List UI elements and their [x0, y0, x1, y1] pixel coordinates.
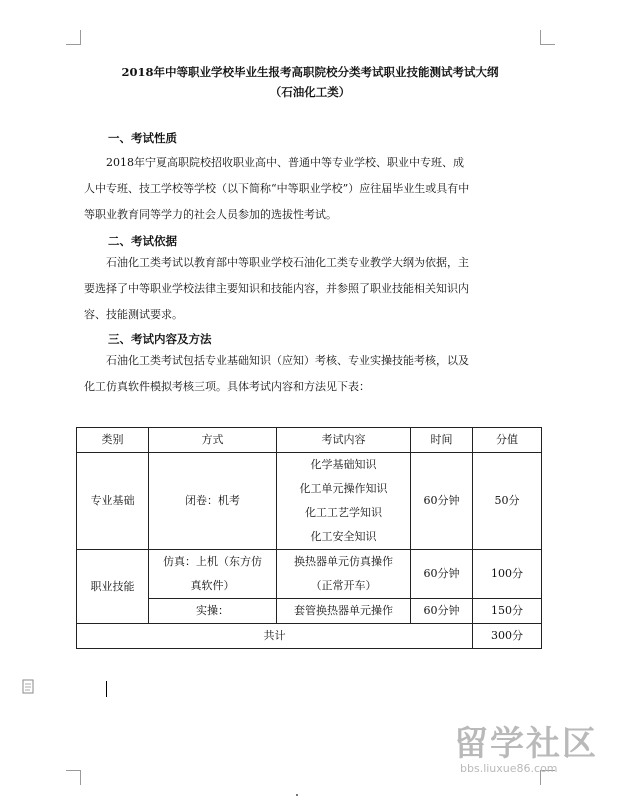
paragraph-line: 要选择了中等职业学校法律主要知识和技能内容，并参照了职业技能相关知识内	[84, 282, 469, 295]
section-body-basis	[84, 250, 540, 328]
table-cell-score: 100分	[473, 550, 542, 599]
table-header-cell: 考试内容	[277, 428, 411, 453]
paragraph-line: 人中专班、技工学校等学校（以下简称“中等职业学校”）应往届毕业生或具有中	[84, 182, 470, 195]
section-heading-nature: 一、考试性质	[108, 131, 177, 145]
table-row	[77, 550, 542, 599]
watermark-logo-text: 留学社区	[454, 724, 598, 764]
section-heading-basis: 二、考试依据	[108, 234, 177, 248]
table-cell-time: 60分钟	[411, 550, 473, 599]
table-cell-content	[277, 550, 411, 599]
margin-corner-top-right	[540, 30, 555, 45]
paragraph-line: 石油化工类考试包括专业基础知识（应知）考核、专业实操技能考核，以及	[106, 354, 469, 367]
text-cursor	[106, 681, 107, 697]
content-line: （正常开车）	[310, 579, 377, 592]
paragraph-line: 等职业教育同等学力的社会人员参加的选拔性考试。	[84, 208, 337, 221]
paragraph-line: 2018年宁夏高职院校招收职业高中、普通中等专业学校、职业中专班、成	[106, 156, 464, 169]
document-subtitle: （石油化工类）	[269, 85, 351, 99]
paste-options-icon[interactable]	[22, 679, 36, 695]
table-total-label: 共计	[77, 624, 473, 649]
method-line: 仿真：上机（东方仿	[163, 555, 262, 568]
section-body-nature	[84, 150, 540, 228]
table-header-row	[77, 428, 542, 453]
table-cell-method: 实操：	[149, 599, 277, 624]
table-cell-score: 50分	[473, 453, 542, 550]
section-heading-content: 三、考试内容及方法	[108, 332, 212, 346]
table-cell-time: 60分钟	[411, 453, 473, 550]
exam-table	[76, 427, 542, 649]
table-total-row	[77, 624, 542, 649]
paragraph-line: 容、技能测试要求。	[84, 308, 183, 321]
page-marker	[296, 794, 298, 796]
table-cell-score: 150分	[473, 599, 542, 624]
table-cell-time: 60分钟	[411, 599, 473, 624]
table-header-cell: 分值	[473, 428, 542, 453]
table-header-cell: 时间	[411, 428, 473, 453]
margin-corner-top-left	[66, 30, 81, 45]
content-line: 化工安全知识	[310, 530, 377, 543]
paragraph-line: 石油化工类考试以教育部中等职业学校石油化工类专业教学大纲为依据，主	[106, 256, 469, 269]
table-cell-category: 职业技能	[77, 550, 149, 624]
margin-corner-bottom-left	[66, 770, 81, 785]
section-body-content	[84, 348, 540, 400]
watermark	[454, 716, 614, 796]
table-header-cell: 类别	[77, 428, 149, 453]
content-line: 换热器单元仿真操作	[294, 555, 393, 568]
table-cell-method: 闭卷：机考	[149, 453, 277, 550]
watermark-url: bbs.liuxue86.com	[460, 762, 558, 775]
paragraph-line: 化工仿真软件模拟考核三项。具体考试内容和方法见下表：	[84, 380, 370, 393]
table-header-cell: 方式	[149, 428, 277, 453]
content-line: 化工工艺学知识	[305, 506, 382, 519]
table-cell-method	[149, 550, 277, 599]
table-total-score: 300分	[473, 624, 542, 649]
table-cell-content: 套管换热器单元操作	[277, 599, 411, 624]
table-cell-category: 专业基础	[77, 453, 149, 550]
table-row	[77, 453, 542, 550]
document-title: 2018年中等职业学校毕业生报考高职院校分类考试职业技能测试考试大纲	[121, 65, 499, 79]
content-line: 化学基础知识	[310, 458, 377, 471]
content-line: 化工单元操作知识	[299, 482, 388, 495]
method-line: 真软件）	[190, 579, 235, 592]
table-cell-content	[277, 453, 411, 550]
